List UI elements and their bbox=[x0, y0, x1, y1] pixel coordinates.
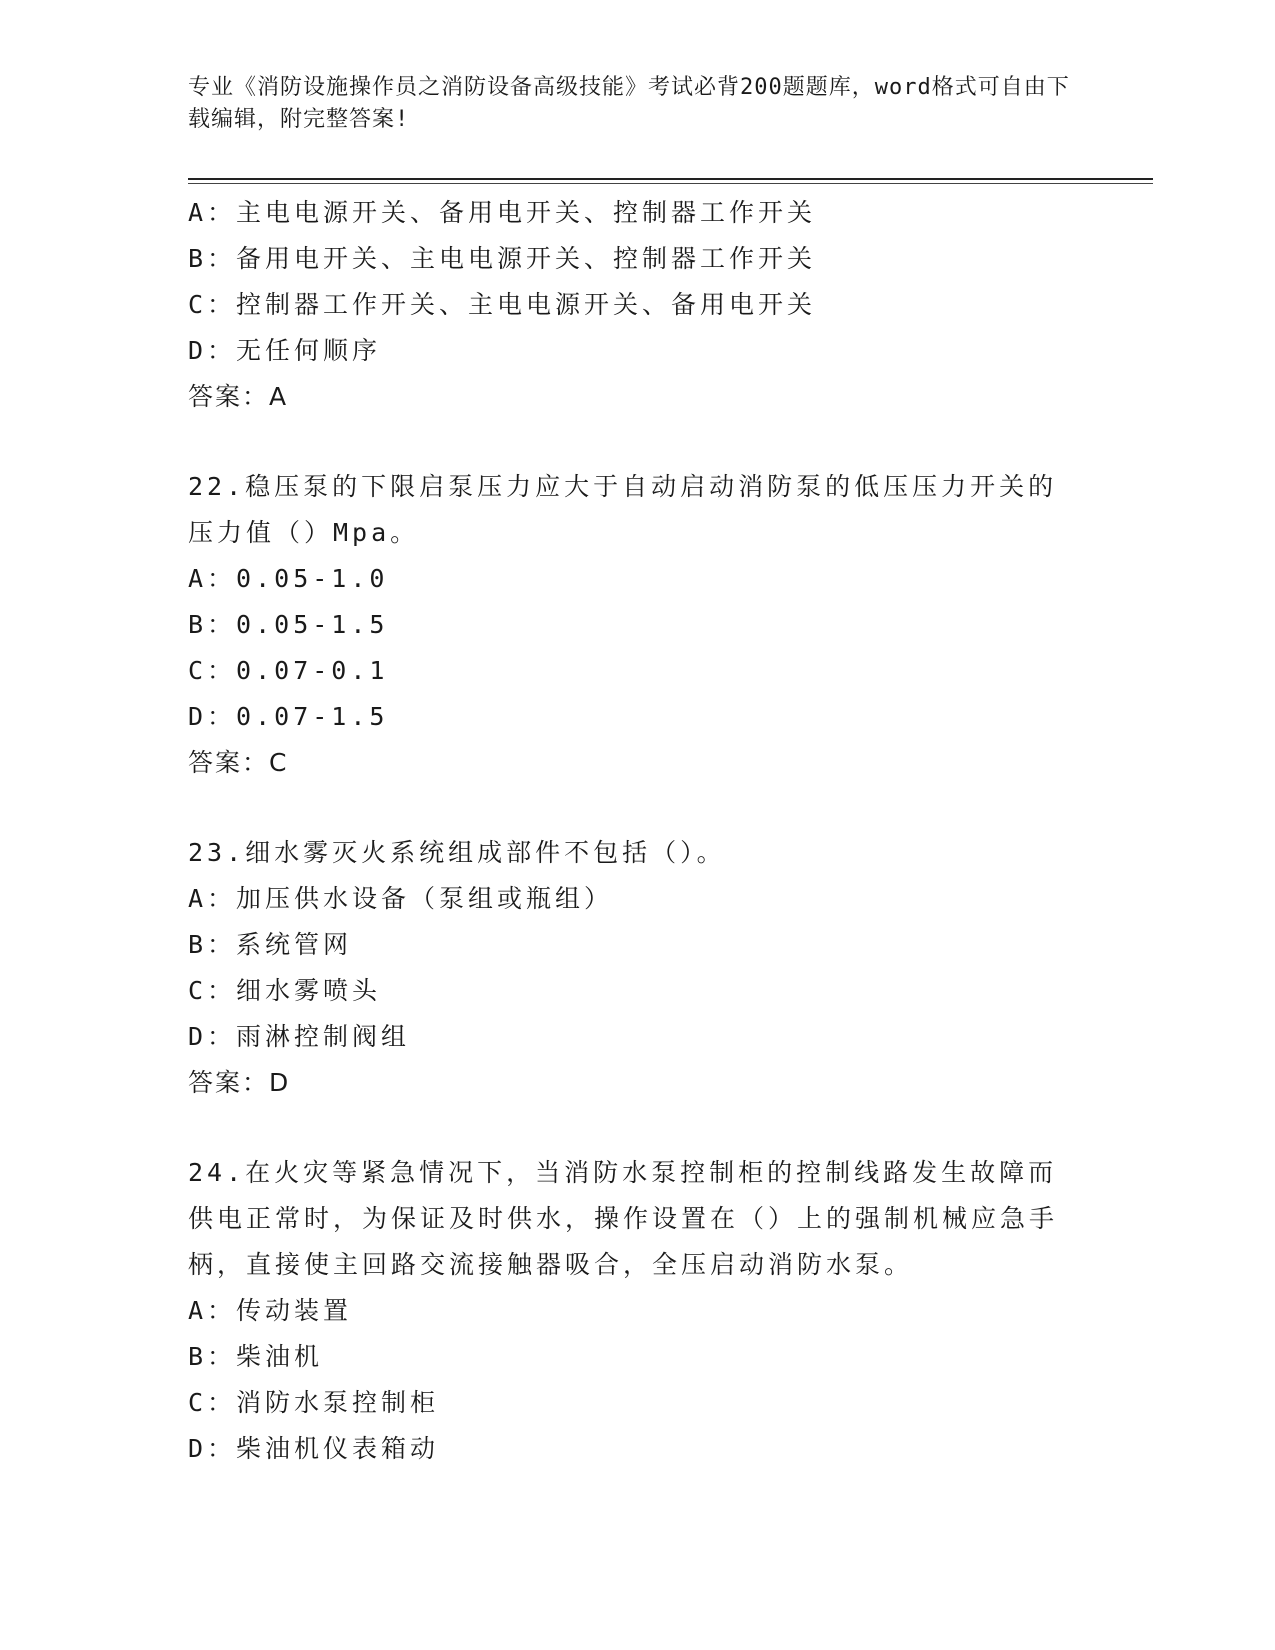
option-d: D：雨淋控制阀组 bbox=[188, 1022, 411, 1051]
option-b: B：柴油机 bbox=[188, 1342, 324, 1371]
option-a: A：0.05-1.0 bbox=[188, 564, 389, 593]
option-c: C：消防水泵控制柜 bbox=[188, 1388, 440, 1417]
question-block-21 bbox=[188, 190, 1088, 420]
header-divider-thin bbox=[188, 183, 1153, 184]
option-c: C：细水雾喷头 bbox=[188, 976, 382, 1005]
question-block-23 bbox=[188, 830, 1088, 1106]
question-text: 23.细水雾灭火系统组成部件不包括（）。 bbox=[188, 838, 726, 867]
option-a: A：加压供水设备（泵组或瓶组） bbox=[188, 884, 614, 913]
option-a: A：主电电源开关、备用电开关、控制器工作开关 bbox=[188, 198, 817, 227]
question-block-24 bbox=[188, 1150, 1088, 1472]
answer-label: 答案：C bbox=[188, 748, 289, 777]
option-d: D：0.07-1.5 bbox=[188, 702, 389, 731]
question-list bbox=[188, 190, 1088, 1472]
option-b: B：备用电开关、主电电源开关、控制器工作开关 bbox=[188, 244, 817, 273]
option-c: C：控制器工作开关、主电电源开关、备用电开关 bbox=[188, 290, 817, 319]
document-header: 专业《消防设施操作员之消防设备高级技能》考试必背200题题库，word格式可自由下载编辑，附完整答案! bbox=[188, 75, 1070, 132]
option-d: D：柴油机仪表箱动 bbox=[188, 1434, 440, 1463]
option-a: A：传动装置 bbox=[188, 1296, 353, 1325]
option-b: B：0.05-1.5 bbox=[188, 610, 389, 639]
question-text: 22.稳压泵的下限启泵压力应大于自动启动消防泵的低压压力开关的压力值（）Mpa。 bbox=[188, 472, 1058, 547]
option-d: D：无任何顺序 bbox=[188, 336, 382, 365]
question-block-22 bbox=[188, 464, 1088, 786]
answer-label: 答案：A bbox=[188, 382, 289, 411]
question-text: 24.在火灾等紧急情况下，当消防水泵控制柜的控制线路发生故障而供电正常时，为保证及时供水，操作设置在（）上的强制机械应急手柄，直接使主回路交流接触器吸合，全压启动消防水泵。 bbox=[188, 1158, 1059, 1279]
option-c: C：0.07-0.1 bbox=[188, 656, 389, 685]
option-b: B：系统管网 bbox=[188, 930, 353, 959]
header-divider bbox=[188, 178, 1153, 180]
answer-label: 答案：D bbox=[188, 1068, 291, 1097]
